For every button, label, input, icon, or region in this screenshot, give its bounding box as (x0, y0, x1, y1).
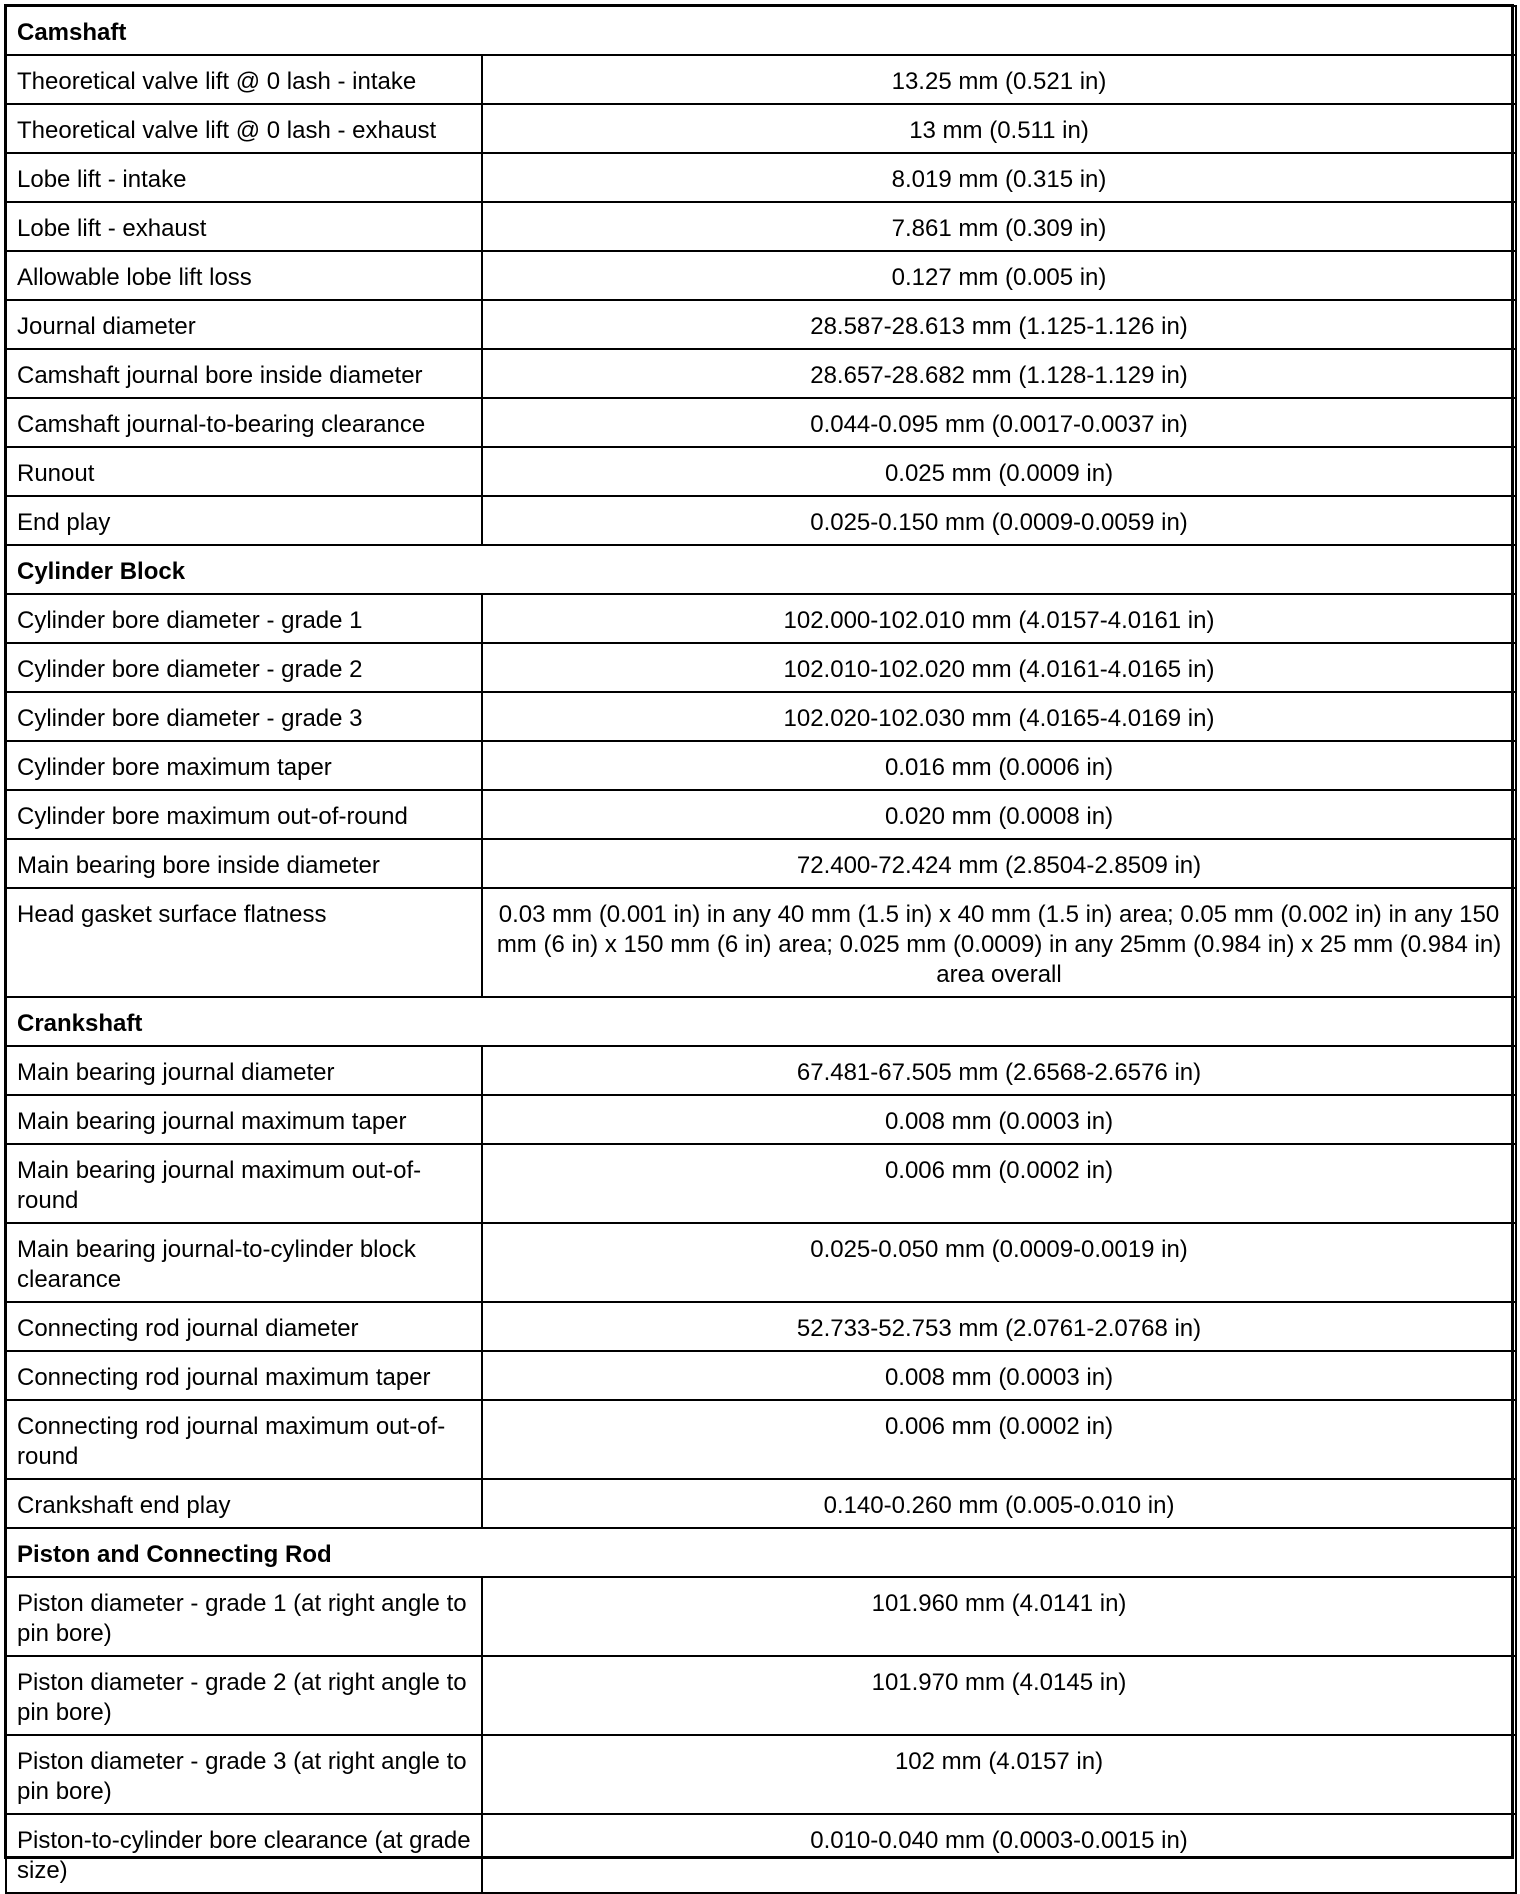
spec-param: Cylinder bore diameter - grade 2 (6, 643, 482, 692)
spec-param: Cylinder bore diameter - grade 3 (6, 692, 482, 741)
table-row (6, 496, 1516, 545)
spec-param: Runout (6, 447, 482, 496)
table-row (6, 349, 1516, 398)
table-row (6, 251, 1516, 300)
spec-param: End play (6, 496, 482, 545)
section-title: Crankshaft (6, 997, 1516, 1046)
section-header-cylinder-block (6, 545, 1516, 594)
section-header-camshaft (6, 6, 1516, 55)
table-row (6, 1577, 1516, 1656)
section-header-crankshaft (6, 997, 1516, 1046)
table-row (6, 1223, 1516, 1302)
spec-value: 0.140-0.260 mm (0.005-0.010 in) (482, 1479, 1516, 1528)
spec-value: 0.010-0.040 mm (0.0003-0.0015 in) (482, 1814, 1516, 1893)
section-title: Camshaft (6, 6, 1516, 55)
spec-value: 102.000-102.010 mm (4.0157-4.0161 in) (482, 594, 1516, 643)
spec-value: 52.733-52.753 mm (2.0761-2.0768 in) (482, 1302, 1516, 1351)
spec-param: Piston-to-cylinder bore clearance (at grade size) (6, 1814, 482, 1893)
table-row (6, 202, 1516, 251)
spec-param: Journal diameter (6, 300, 482, 349)
spec-value: 101.960 mm (4.0141 in) (482, 1577, 1516, 1656)
spec-value: 28.587-28.613 mm (1.125-1.126 in) (482, 300, 1516, 349)
table-row (6, 1400, 1516, 1479)
spec-value: 101.970 mm (4.0145 in) (482, 1656, 1516, 1735)
spec-param: Cylinder bore maximum out-of-round (6, 790, 482, 839)
table-row (6, 643, 1516, 692)
spec-param: Main bearing journal maximum out-of-round (6, 1144, 482, 1223)
spec-value: 0.025 mm (0.0009 in) (482, 447, 1516, 496)
spec-value: 13.25 mm (0.521 in) (482, 55, 1516, 104)
spec-param: Connecting rod journal diameter (6, 1302, 482, 1351)
spec-param: Camshaft journal-to-bearing clearance (6, 398, 482, 447)
spec-param: Piston diameter - grade 1 (at right angle to pin bore) (6, 1577, 482, 1656)
spec-param: Cylinder bore maximum taper (6, 741, 482, 790)
spec-param: Crankshaft end play (6, 1479, 482, 1528)
table-row (6, 1046, 1516, 1095)
table-row (6, 888, 1516, 997)
spec-param: Piston diameter - grade 3 (at right angle to pin bore) (6, 1735, 482, 1814)
spec-value: 67.481-67.505 mm (2.6568-2.6576 in) (482, 1046, 1516, 1095)
spec-value: 0.127 mm (0.005 in) (482, 251, 1516, 300)
spec-value: 102.010-102.020 mm (4.0161-4.0165 in) (482, 643, 1516, 692)
section-title: Piston and Connecting Rod (6, 1528, 1516, 1577)
table-row (6, 1144, 1516, 1223)
section-header-piston-and-connecting-rod (6, 1528, 1516, 1577)
spec-param: Connecting rod journal maximum taper (6, 1351, 482, 1400)
spec-value: 0.020 mm (0.0008 in) (482, 790, 1516, 839)
table-row (6, 1814, 1516, 1893)
spec-param: Theoretical valve lift @ 0 lash - intake (6, 55, 482, 104)
table-row (6, 1735, 1516, 1814)
table-row (6, 594, 1516, 643)
spec-param: Piston diameter - grade 2 (at right angle to pin bore) (6, 1656, 482, 1735)
table-row (6, 790, 1516, 839)
table-row (6, 398, 1516, 447)
table-row (6, 692, 1516, 741)
table-row (6, 104, 1516, 153)
table-row (6, 741, 1516, 790)
table-row (6, 153, 1516, 202)
spec-value: 0.008 mm (0.0003 in) (482, 1095, 1516, 1144)
table-row (6, 1095, 1516, 1144)
table-row (6, 1302, 1516, 1351)
spec-param: Main bearing journal diameter (6, 1046, 482, 1095)
spec-param: Lobe lift - intake (6, 153, 482, 202)
spec-value: 13 mm (0.511 in) (482, 104, 1516, 153)
section-title: Cylinder Block (6, 545, 1516, 594)
table-row (6, 1656, 1516, 1735)
spec-param: Theoretical valve lift @ 0 lash - exhaust (6, 104, 482, 153)
spec-value: 102 mm (4.0157 in) (482, 1735, 1516, 1814)
specification-table (5, 5, 1517, 1894)
table-row (6, 300, 1516, 349)
spec-param: Camshaft journal bore inside diameter (6, 349, 482, 398)
spec-value: 102.020-102.030 mm (4.0165-4.0169 in) (482, 692, 1516, 741)
spec-param: Lobe lift - exhaust (6, 202, 482, 251)
spec-value: 0.03 mm (0.001 in) in any 40 mm (1.5 in) x 40 mm (1.5 in) area; 0.05 mm (0.002 in) in any 150 mm (6 in) x 150 mm (6 in) area; 0.025 mm (0.0009) in any 25mm (0.984 in) x 25 mm (0.984 in) area overall (482, 888, 1516, 997)
spec-value: 0.008 mm (0.0003 in) (482, 1351, 1516, 1400)
spec-param: Connecting rod journal maximum out-of-round (6, 1400, 482, 1479)
table-row (6, 1479, 1516, 1528)
spec-param: Cylinder bore diameter - grade 1 (6, 594, 482, 643)
spec-param: Main bearing journal-to-cylinder block clearance (6, 1223, 482, 1302)
spec-value: 28.657-28.682 mm (1.128-1.129 in) (482, 349, 1516, 398)
spec-param: Head gasket surface flatness (6, 888, 482, 997)
table-row (6, 839, 1516, 888)
spec-value: 72.400-72.424 mm (2.8504-2.8509 in) (482, 839, 1516, 888)
spec-param: Main bearing journal maximum taper (6, 1095, 482, 1144)
spec-value: 0.025-0.150 mm (0.0009-0.0059 in) (482, 496, 1516, 545)
spec-value: 0.006 mm (0.0002 in) (482, 1144, 1516, 1223)
table-row (6, 55, 1516, 104)
spec-value: 0.025-0.050 mm (0.0009-0.0019 in) (482, 1223, 1516, 1302)
spec-value: 0.006 mm (0.0002 in) (482, 1400, 1516, 1479)
spec-param: Main bearing bore inside diameter (6, 839, 482, 888)
spec-param: Allowable lobe lift loss (6, 251, 482, 300)
spec-value: 8.019 mm (0.315 in) (482, 153, 1516, 202)
spec-value: 0.044-0.095 mm (0.0017-0.0037 in) (482, 398, 1516, 447)
spec-value: 0.016 mm (0.0006 in) (482, 741, 1516, 790)
spec-value: 7.861 mm (0.309 in) (482, 202, 1516, 251)
table-row (6, 447, 1516, 496)
table-row (6, 1351, 1516, 1400)
